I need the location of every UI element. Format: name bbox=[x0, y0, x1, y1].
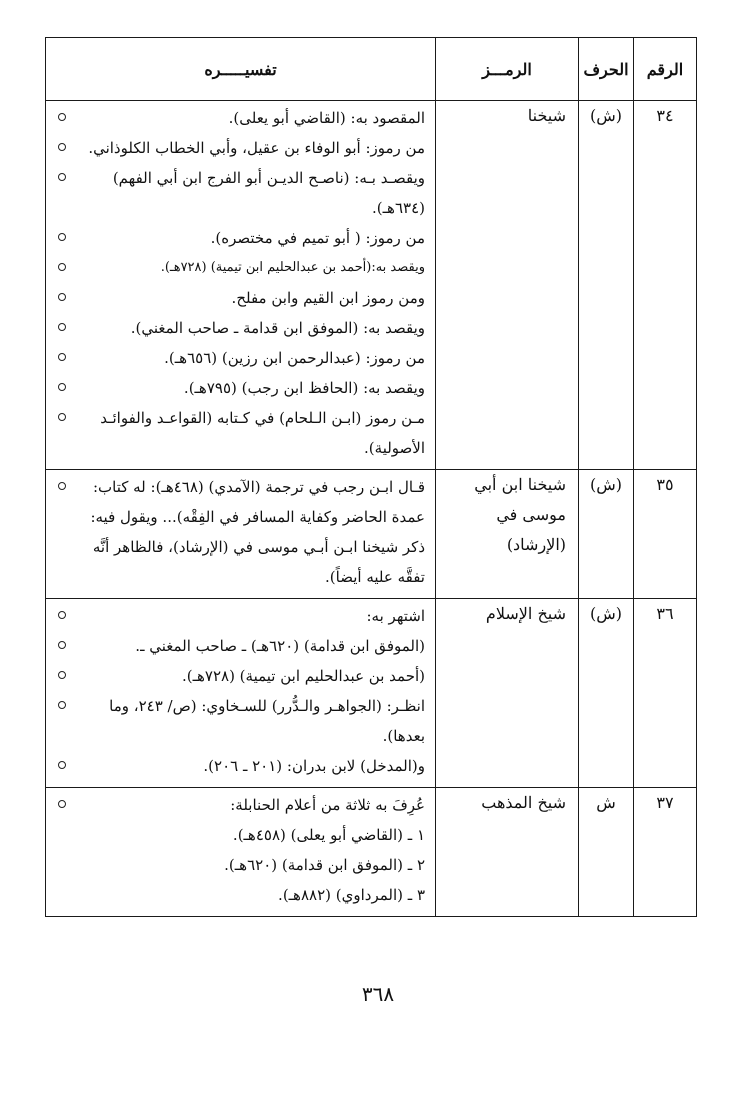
explanation-list bbox=[46, 599, 435, 787]
explanation-item: ويقصد به:(أحمد بن عبدالحليم ابن تيمية) (٧٢٨هـ). bbox=[54, 253, 425, 283]
table-row bbox=[46, 599, 697, 788]
row-letter: (ش) bbox=[579, 470, 634, 599]
explanation-item: ومن رموز ابن القيم وابن مفلح. bbox=[54, 283, 425, 313]
row-number: ٣٥ bbox=[634, 470, 697, 599]
row-letter: ش bbox=[579, 788, 634, 917]
explanation-item: من رموز: أبو الوفاء بن عقيل، وأبي الخطاب الكلوذاني. bbox=[54, 133, 425, 163]
explanation-list bbox=[46, 788, 435, 916]
explanation-item: ويقصد به: (الموفق ابن قدامة ـ صاحب المغني). bbox=[54, 313, 425, 343]
row-symbol: شيخ الإسلام bbox=[436, 599, 579, 788]
explanation-item: قـال ابـن رجب في ترجمة (الآمدي) (٤٦٨هـ): له كتاب: عمدة الحاضر وكفاية المسافر في الفِقْه)... ويقول فيه: ذكر شيخنا ابـن أبـي موسى في (الإرشاد)، فالظاهر أنَّه تفقَّه عليه أيضاً). bbox=[54, 472, 425, 592]
explanation-item: انظـر: (الجواهـر والـدُّرر) للسـخاوي: (ص/ ٢٤٣، وما بعدها). bbox=[54, 691, 425, 751]
table-row bbox=[46, 470, 697, 599]
row-explanation bbox=[46, 788, 436, 917]
table-body bbox=[46, 101, 697, 917]
explanation-item: (الموفق ابن قدامة) (٦٢٠هـ) ـ صاحب المغني ـ. bbox=[54, 631, 425, 661]
page-number: ٣٦٨ bbox=[361, 982, 395, 1006]
explanation-item: المقصود به: (القاضي أبو يعلى). bbox=[54, 103, 425, 133]
header-explanation: تفسيـــــره bbox=[46, 38, 436, 101]
explanation-item: مـن رموز (ابـن الـلحام) في كـتابه (القواعـد والفوائـد الأصولية). bbox=[54, 403, 425, 463]
explanation-list bbox=[46, 101, 435, 469]
row-number: ٣٤ bbox=[634, 101, 697, 470]
explanation-item: عُرِفَ به ثلاثة من أعلام الحنابلة: bbox=[54, 790, 425, 820]
header-symbol: الرمـــز bbox=[436, 38, 579, 101]
row-symbol: شيخنا bbox=[436, 101, 579, 470]
row-explanation bbox=[46, 470, 436, 599]
table-header-row bbox=[46, 38, 697, 101]
explanation-item: ويقصـد بـه: (ناصـح الديـن أبو الفرج ابن أبي الفهم) (٦٣٤هـ). bbox=[54, 163, 425, 223]
explanation-item: ٢ ـ (الموفق ابن قدامة) (٦٢٠هـ). bbox=[224, 856, 425, 874]
row-letter: (ش) bbox=[579, 599, 634, 788]
explanation-item: من رموز: ( أبو تميم في مختصره). bbox=[54, 223, 425, 253]
row-letter: (ش) bbox=[579, 101, 634, 470]
explanation-item: ويقصد به: (الحافظ ابن رجب) (٧٩٥هـ). bbox=[54, 373, 425, 403]
explanation-item: من رموز: (عبدالرحمن ابن رزين) (٦٥٦هـ). bbox=[54, 343, 425, 373]
explanation-item: ١ ـ (القاضي أبو يعلى) (٤٥٨هـ). bbox=[232, 826, 425, 844]
explanation-item: (أحمد بن عبدالحليم ابن تيمية) (٧٢٨هـ). bbox=[54, 661, 425, 691]
row-symbol: شيخنا ابن أبي موسى في (الإرشاد) bbox=[436, 470, 579, 599]
table-row bbox=[46, 788, 697, 917]
row-symbol: شيخ المذهب bbox=[436, 788, 579, 917]
header-number: الرقم bbox=[634, 38, 697, 101]
explanation-item: و(المدخل) لابن بدران: (٢٠١ ـ ٢٠٦). bbox=[54, 751, 425, 781]
symbols-table bbox=[45, 37, 697, 917]
explanation-list bbox=[46, 470, 435, 598]
explanation-item: ٣ ـ (المرداوي) (٨٨٢هـ). bbox=[278, 886, 425, 904]
row-number: ٣٦ bbox=[634, 599, 697, 788]
table-row bbox=[46, 101, 697, 470]
header-letter: الحرف bbox=[579, 38, 634, 101]
row-number: ٣٧ bbox=[634, 788, 697, 917]
explanation-item: اشتهر به: bbox=[54, 601, 425, 631]
row-explanation bbox=[46, 599, 436, 788]
row-explanation bbox=[46, 101, 436, 470]
